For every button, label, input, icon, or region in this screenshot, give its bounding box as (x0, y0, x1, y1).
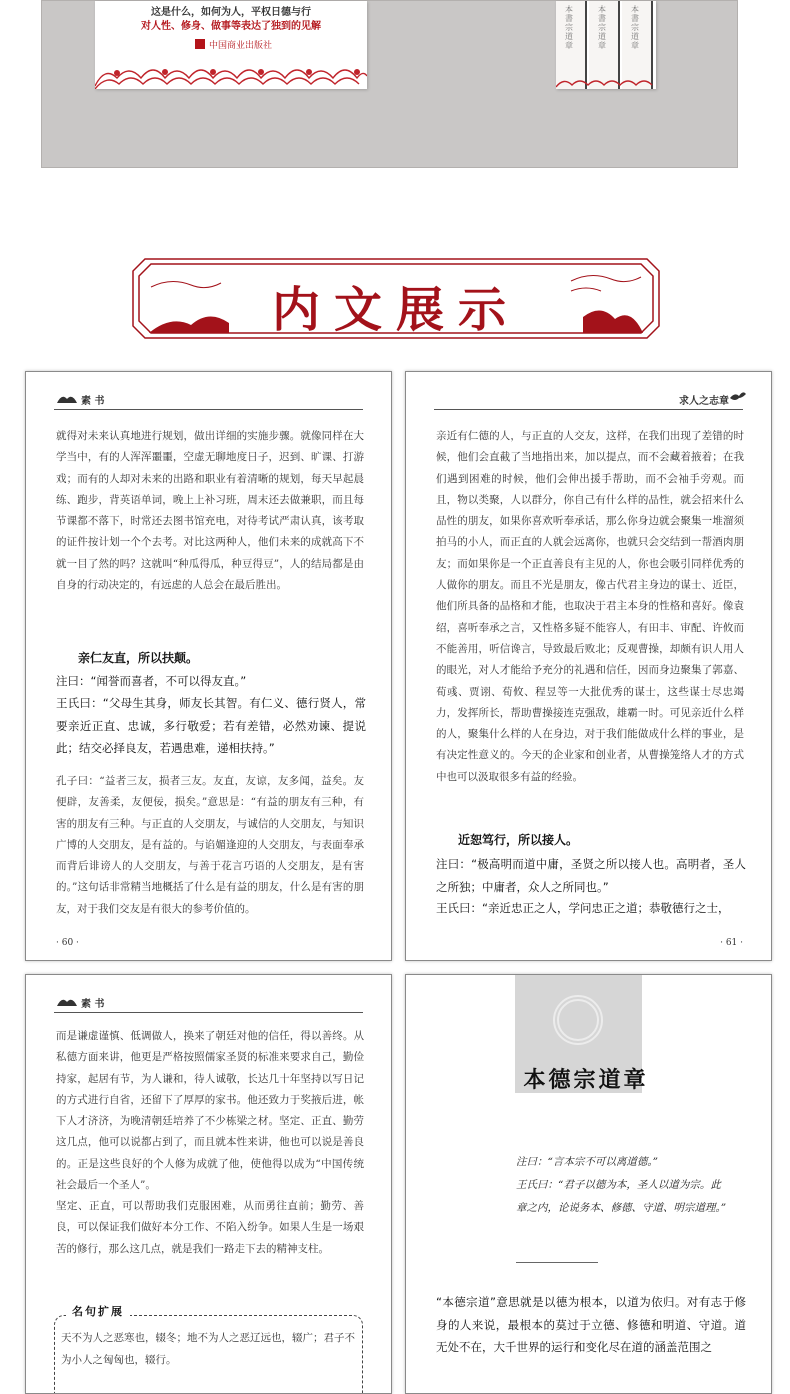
chapter-divider (516, 1262, 598, 1263)
product-photo-frame (41, 0, 738, 168)
body-paragraph: 而是谦虚谨慎、低调做人，换来了朝廷对他的信任，得以善终。从私德方面来讲，他更是严格按照儒家圣贤的标准来要求自己，勤俭持家，起居有节，为人谦和，待人诚敬，长达几十年坚持以写日记的方式进行自省，还留下了厚厚的家书。他还致力于奖掖后进，帐下人才济济，为晚清朝廷培养了不少栋梁之材。坚定、正直、勤劳这几点，他可以说都占到了，而且就本性来讲，他也可以说是善良的。正是这些良好的个人修为成就了他，使他得以成为“中国传统社会最后一个圣人”。 (56, 1030, 364, 1192)
publisher-name: 中国商业出版社 (209, 41, 273, 51)
running-header: 素 书 (81, 999, 105, 1010)
body-paragraph: 孔子曰：“益者三友，损者三友。友直，友谅，友多闻，益矣。友便辟，友善柔，友便佞，损矣。”意思是：“有益的朋友有三种，有害的朋友有三种。与正直的人交朋友，与诚信的人交朋友，与知识广博的人交朋友，是有益的。与谄媚逢迎的人交朋友，与表面奉承而背后诽谤人的人交朋友，与善于花言巧语的人交朋友，是有害的。”这句话非常精当地概括了什么是有益的朋友，什么是有害的朋友，对于我们交友是有很大的参考价值的。 (56, 775, 364, 915)
book-spines (556, 1, 656, 89)
section-subheading: 近恕笃行，所以接人。 (458, 833, 579, 847)
cover-title-line: 这是什么，如何为人，平权日德与行 (151, 7, 311, 18)
cover-tagline: 对人性、修身、做事等表达了独到的见解 (141, 21, 321, 32)
running-header: 素 书 (81, 396, 105, 407)
page-number: · 60 · (56, 938, 79, 948)
section-subheading: 亲仁友直，所以扶颠。 (78, 651, 199, 665)
annotation-commentary: 王氏曰：“亲近忠正之人，学问忠正之道；恭敬德行之士， (436, 901, 730, 915)
body-paragraph: 就得对未来认真地进行规划，做出详细的实施步骤。就像同样在大学当中，有的人浑浑噩噩，空虚无聊地度日子，迟到、旷课、打游戏；而有的人却对未来的出路和职业有着清晰的规划，每天早起晨练、跑步，背英语单词，晚上上补习班，周末还去做兼职，而且每节课都不落下，时常还去图书馆充电，对待考试严肃认真，该考取的证件按计划一个个去考。对比这两种人，他们未来的成就高下不就一目了然的吗？这就叫“种瓜得瓜，种豆得豆”，人的结局都是由自身的行动决定的，有远虑的人总会在最后胜出。 (56, 430, 364, 592)
section-heading-banner (131, 257, 661, 340)
chapter-body: “本德宗道”意思就是以德为根本，以道为依归。对有志于修身的人来说，最根本的莫过于立德、修德和明道、守道。道无处不在，大千世界的运行和变化尽在道的涵盖范围之 (436, 1295, 746, 1354)
wave-pattern-icon (556, 75, 656, 89)
quote-label: 名句扩展 (66, 1303, 130, 1319)
book-page-62 (25, 974, 392, 1394)
book-page-chapter (405, 974, 772, 1394)
body-paragraph: 亲近有仁德的人，与正直的人交友，这样，在我们出现了差错的时候，他们会直截了当地指出来，加以提点，而不会藏着掖着；在我们遇到困难的时候，他们会伸出援手帮助，而不会袖手旁观。而且，物以类聚，人以群分，你自己有什么样的品性，就会招来什么品性的朋友，如果你喜欢听奉承话，那么你身边就会聚集一堆溜须拍马的小人，而正直的人就会远离你，也就只会交结到一帮酒肉朋友；而如果你是一个正直善良有主见的人，你也会吸引同样优秀的人做你的朋友。而且不光是朋友，像古代君主身边的谋士、近臣，他们所具备的品格和才能，也取决于君主本身的性格和喜好。像袁绍，喜听奉承之言，又性格多疑不能容人，有田丰、审配、许攸而不能善用，听信谗言，导致最后败北；反观曹操，却颇有识人用人的眼光，对人才能给予充分的礼遇和信任，因而身边聚集了郭嘉、荀彧、贾诩、荀攸、程昱等一大批优秀的谋士，这些谋士尽忠竭力，发挥所长，帮助曹操接连克强敌，雄霸一时。可见亲近什么样的人，聚集什么样的人在身边，对于我们能做成什么样的事业，是有决定性意义的。今天的企业家和创业者，从曹操笼络人才的方式中也可以汲取很多有益的经验。 (436, 430, 744, 783)
chapter-commentary: 王氏曰：“君子以德为本，圣人以道为宗。此章之内，论说务本、修德、守道、明宗道理。” (516, 1179, 727, 1214)
chapter-title: 本德宗道章 (523, 1068, 649, 1093)
book-cover (95, 1, 367, 89)
section-heading-title: 内文展示 (271, 282, 520, 338)
header-rule (54, 1012, 363, 1013)
chapter-annotation: 注曰：“言本宗不可以离道德。” (516, 1156, 658, 1168)
header-rule (434, 409, 743, 410)
wave-pattern-icon (95, 56, 367, 89)
body-paragraph: 坚定、正直，可以帮助我们克服困难，从而勇往直前；勤劳、善良，可以保证我们做好本分工作、不陷入纷争。如果人生是一场艰苦的修行，那么这几点，就是我们一路走下去的精神支柱。 (56, 1200, 364, 1255)
spine-text: 本書宗道章 (598, 5, 606, 50)
header-rule (54, 409, 363, 410)
spine-text: 本書宗道章 (565, 5, 573, 50)
book-page-60 (25, 371, 392, 961)
page-number: · 61 · (720, 938, 743, 948)
annotation-note: 注曰：“闻誉而喜者，不可以得友直。” (56, 674, 247, 688)
annotation-commentary: 王氏曰：“父母生其身，师友长其智。有仁义、德行贤人，常要亲近正直、忠诚，多行敬爱；若有差错，必然劝谏、提说此；结交必择良友，若遇患难，递相扶持。” (56, 696, 366, 755)
book-logo-icon (56, 391, 78, 405)
book-logo-icon (56, 994, 78, 1008)
quote-text: 天不为人之恶寒也，辍冬；地不为人之恶辽远也，辍广；君子不为小人之匈匈也，辍行。 (61, 1332, 355, 1366)
publisher-logo-icon (195, 39, 205, 49)
book-page-61 (405, 371, 772, 961)
cloud-ornament-icon (553, 995, 603, 1045)
annotation-note: 注曰：“极高明而道中庸，圣贤之所以接人也。高明者，圣人之所独；中庸者，众人之所同也。” (436, 857, 746, 894)
bird-logo-icon (729, 390, 747, 404)
spine-text: 本書宗道章 (631, 5, 639, 50)
running-header: 求人之志章 (679, 396, 729, 407)
